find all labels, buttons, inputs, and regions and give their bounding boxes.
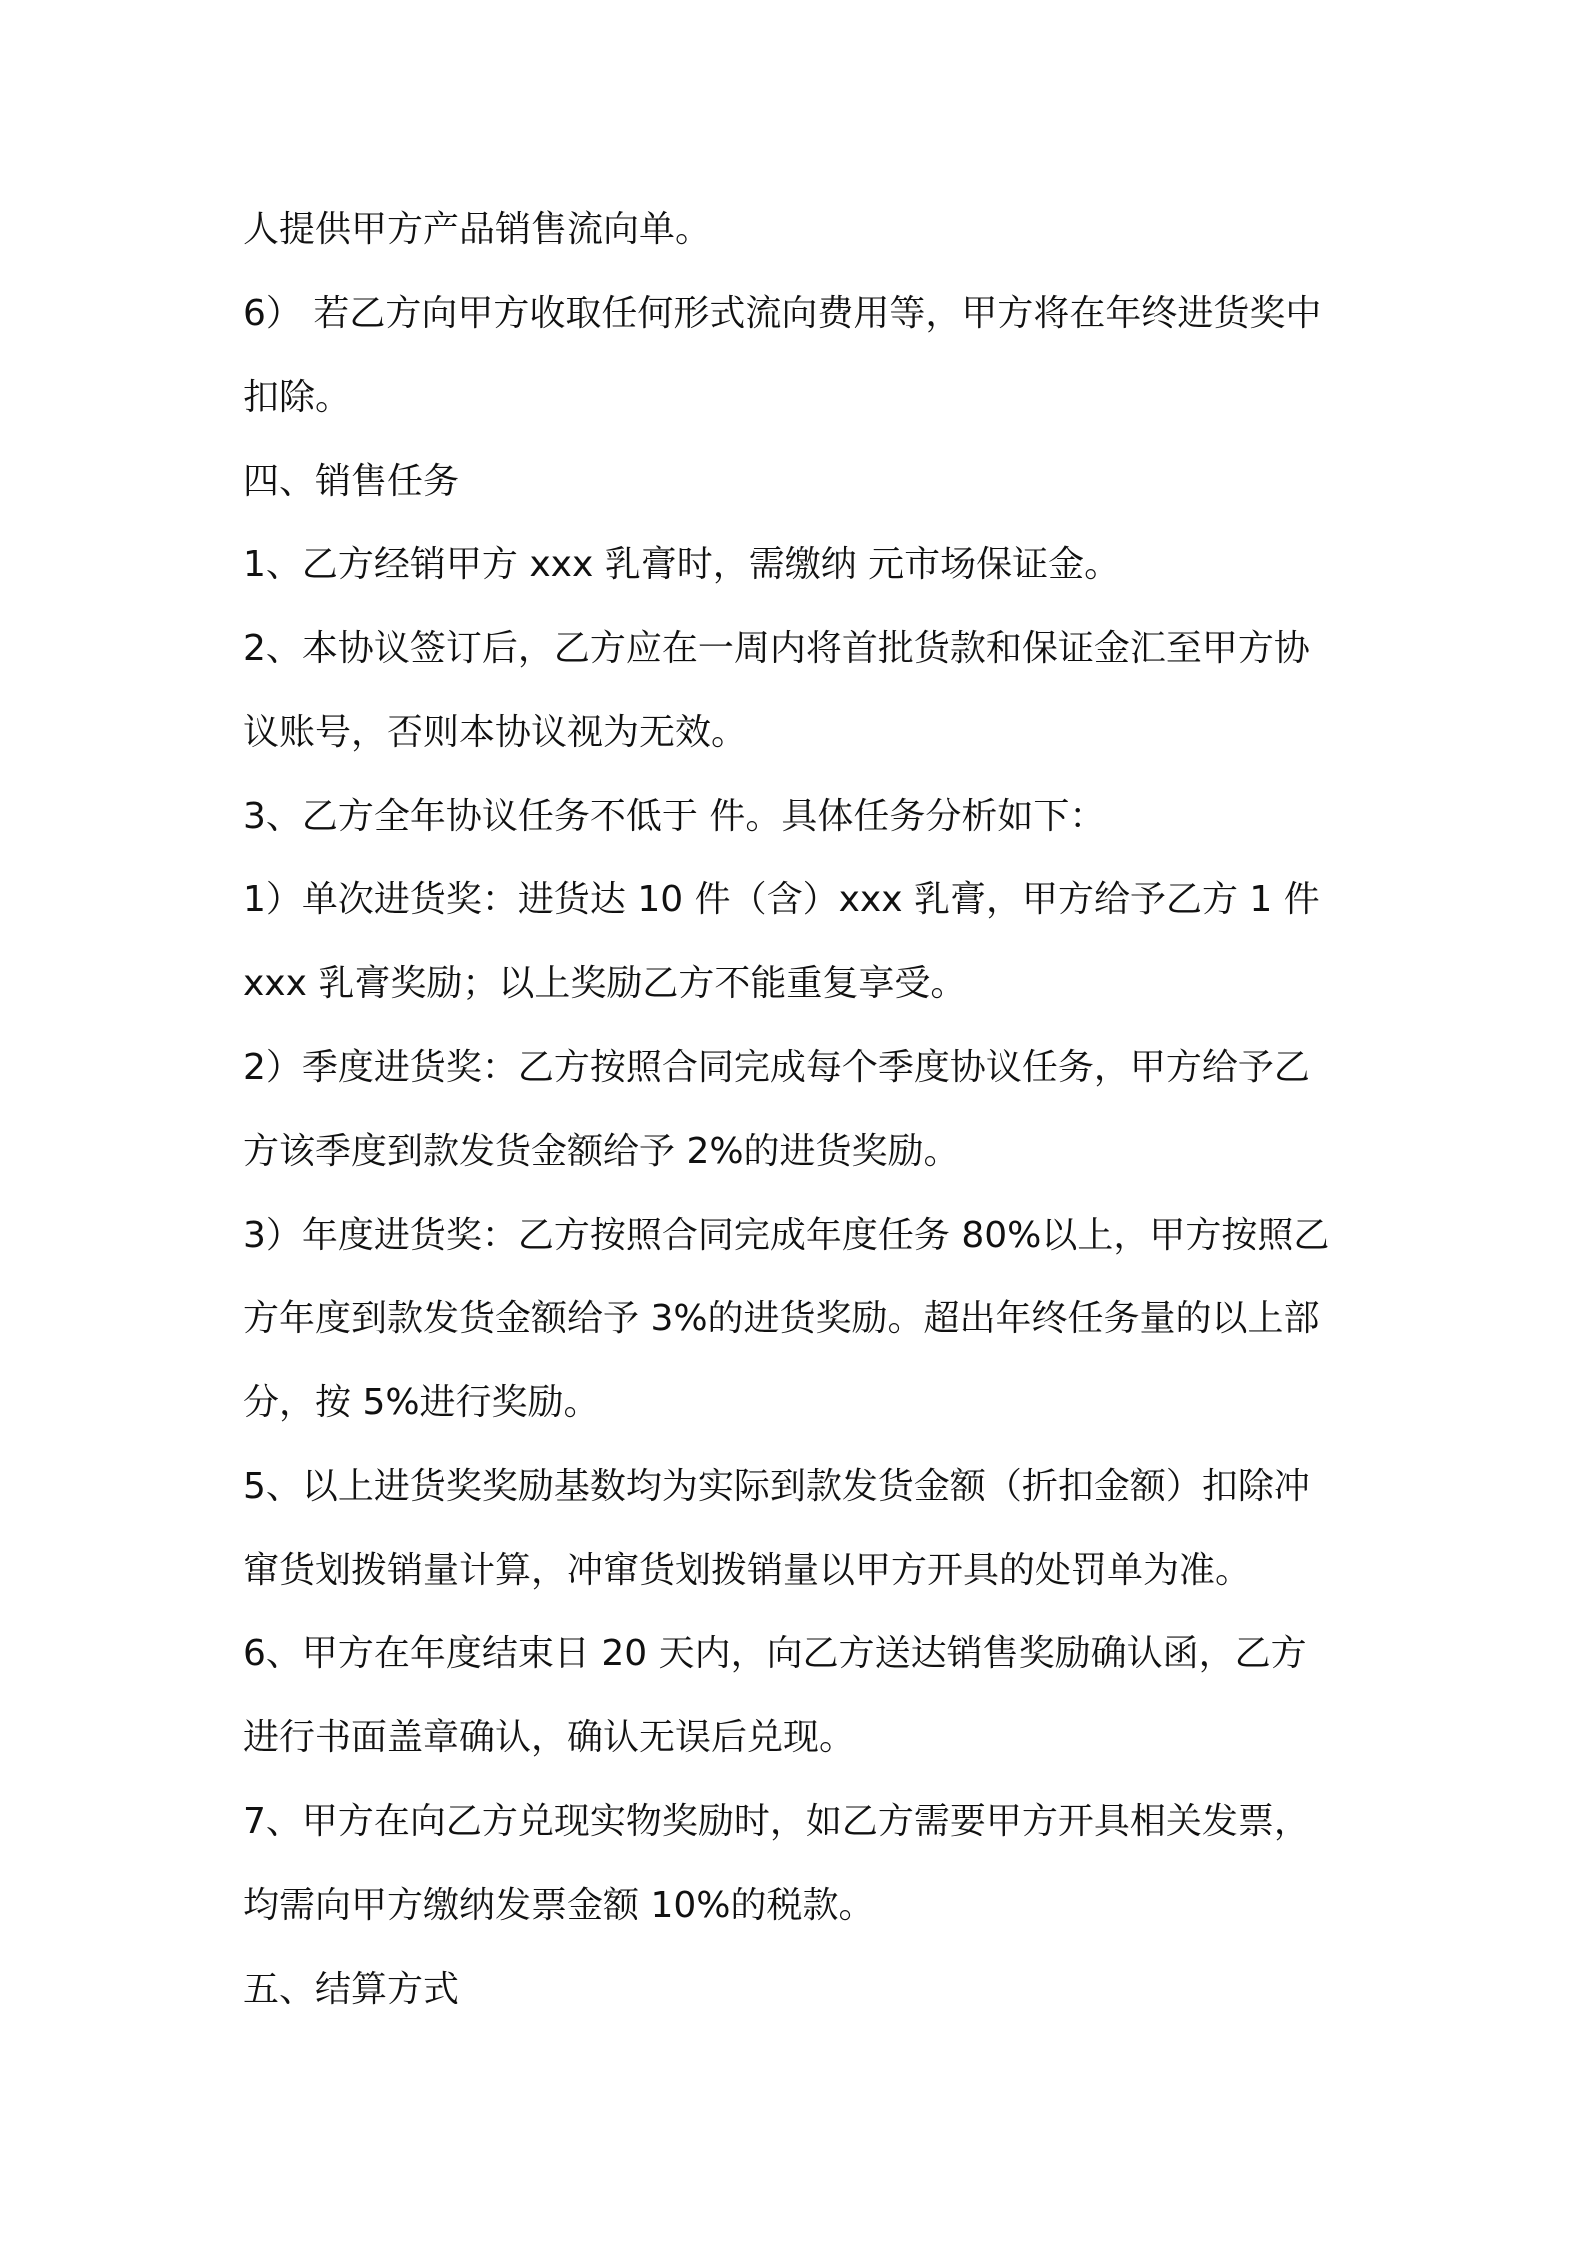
text-line: 7、甲方在向乙方兑现实物奖励时，如乙方需要甲方开具相关发票，	[243, 1801, 1310, 1842]
text-line: 方年度到款发货金额给予 3%的进货奖励。超出年终任务量的以上部	[243, 1298, 1320, 1339]
text-line: 5、以上进货奖奖励基数均为实际到款发货金额（折扣金额）扣除冲	[243, 1466, 1310, 1507]
text-line: 6） 若乙方向甲方收取任何形式流向费用等，甲方将在年终进货奖中	[243, 293, 1322, 334]
text-line: 方该季度到款发货金额给予 2%的进货奖励。	[243, 1131, 960, 1172]
text-line: 进行书面盖章确认，确认无误后兑现。	[243, 1717, 856, 1758]
text-line: 2、本协议签订后，乙方应在一周内将首批货款和保证金汇至甲方协	[243, 628, 1310, 669]
text-line: 2）季度进货奖：乙方按照合同完成每个季度协议任务，甲方给予乙	[243, 1047, 1310, 1088]
section-heading: 四、销售任务	[243, 461, 460, 502]
text-line: xxx 乳膏奖励；以上奖励乙方不能重复享受。	[243, 963, 967, 1004]
text-line: 人提供甲方产品销售流向单。	[243, 209, 712, 250]
text-line: 窜货划拨销量计算，冲窜货划拨销量以甲方开具的处罚单为准。	[243, 1550, 1252, 1591]
text-line: 3）年度进货奖：乙方按照合同完成年度任务 80%以上，甲方按照乙	[243, 1215, 1330, 1256]
text-line: 议账号，否则本协议视为无效。	[243, 712, 748, 753]
text-line: 1、乙方经销甲方 xxx 乳膏时，需缴纳 元市场保证金。	[243, 544, 1121, 585]
section-heading: 五、结算方式	[243, 1969, 460, 2010]
text-line: 1）单次进货奖：进货达 10 件（含）xxx 乳膏，甲方给予乙方 1 件	[243, 879, 1320, 920]
text-line: 扣除。	[243, 377, 352, 418]
text-line: 3、乙方全年协议任务不低于 件。具体任务分析如下：	[243, 796, 1106, 837]
text-line: 分，按 5%进行奖励。	[243, 1382, 600, 1423]
text-line: 6、甲方在年度结束日 20 天内，向乙方送达销售奖励确认函，乙方	[243, 1633, 1307, 1674]
text-line: 均需向甲方缴纳发票金额 10%的税款。	[243, 1885, 875, 1926]
